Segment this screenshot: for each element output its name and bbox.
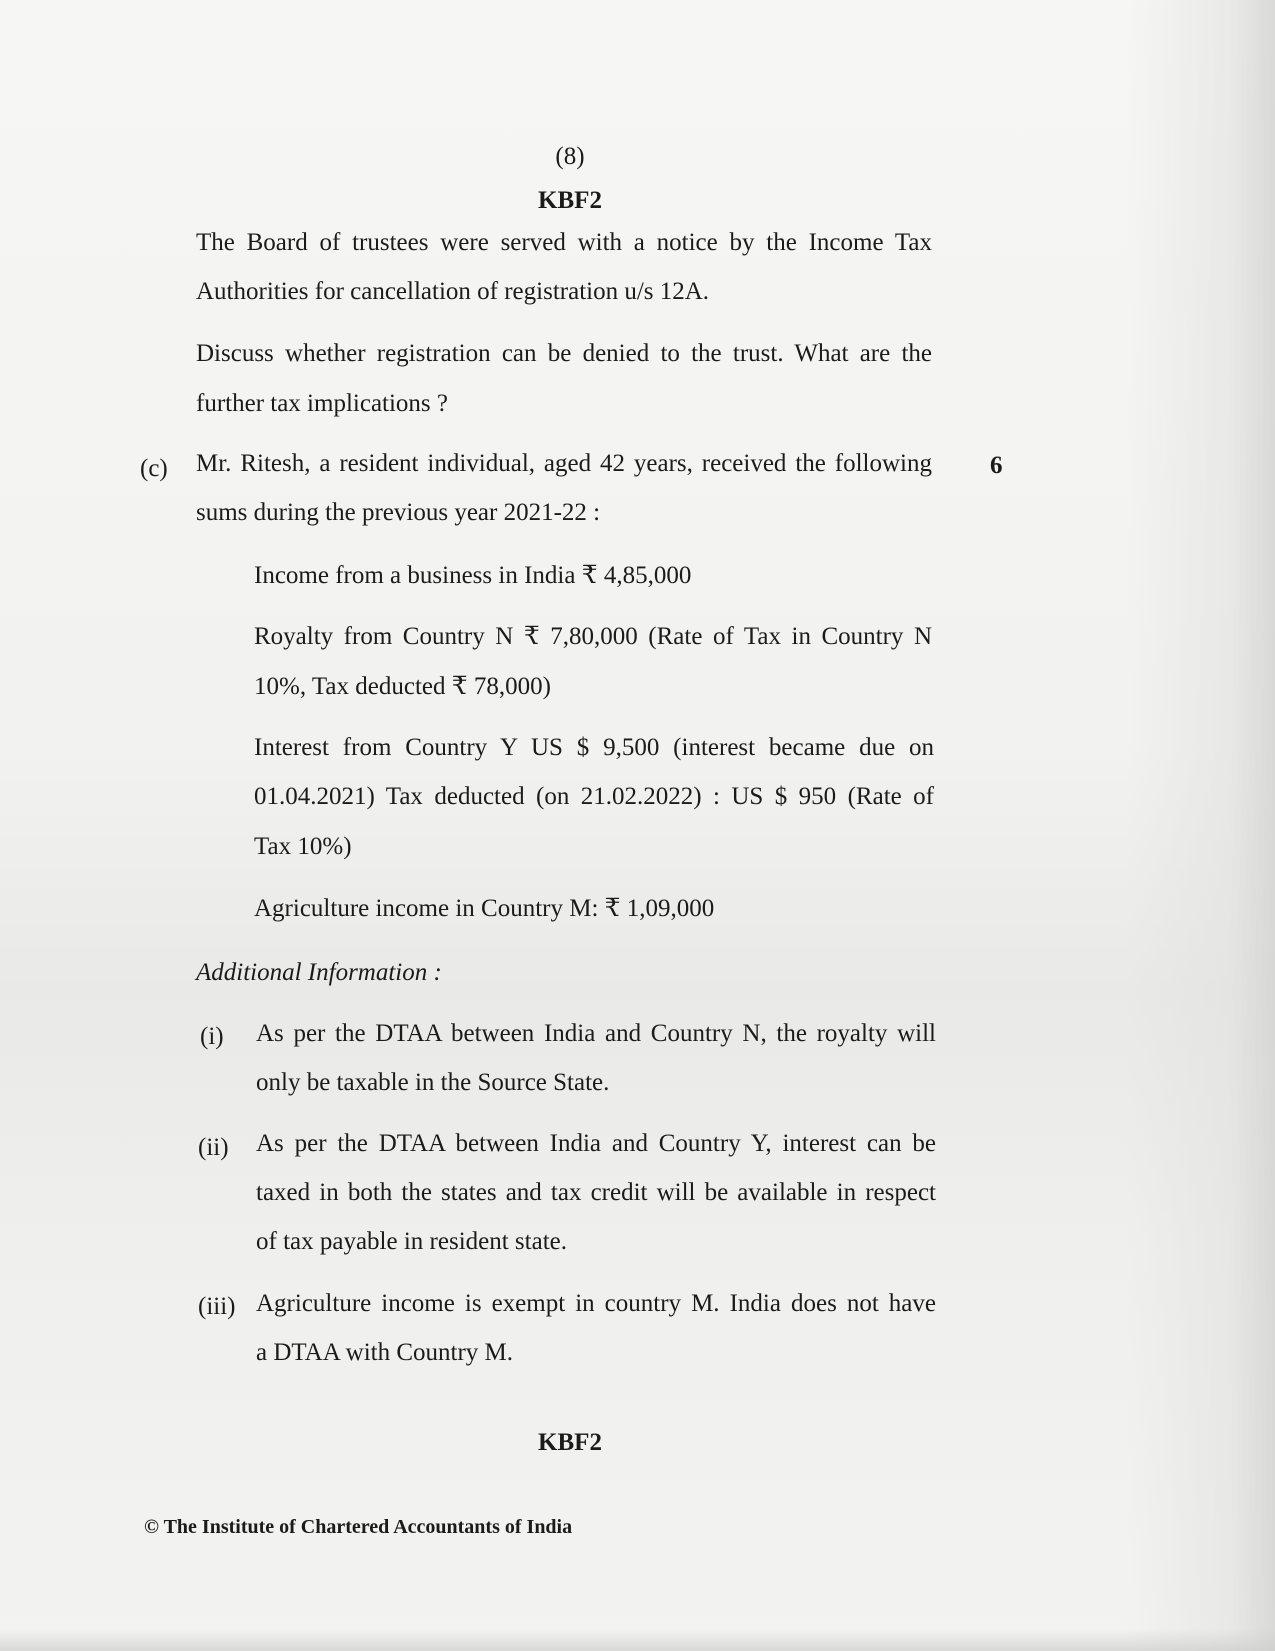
discuss-line-1: Discuss whether registration can be denied to the trust. What are the: [196, 340, 932, 367]
question-label-c: (c): [140, 455, 168, 482]
page-number: (8): [555, 143, 585, 170]
marks-value: 6: [990, 452, 1003, 479]
royalty-line-1: Royalty from Country N ₹ 7,80,000 (Rate of Tax in Country N: [254, 623, 932, 650]
agriculture-income: Agriculture income in Country M: ₹ 1,09,000: [254, 895, 715, 922]
ritesh-intro-line-1: Mr. Ritesh, a resident individual, aged 42 years, received the following: [196, 450, 932, 477]
interest-line-1: Interest from Country Y US $ 9,500 (interest became due on: [254, 734, 934, 761]
interest-line-2: 01.04.2021) Tax deducted (on 21.02.2022) : US $ 950 (Rate of: [254, 783, 934, 810]
info-iii-line-2: a DTAA with Country M.: [256, 1339, 514, 1366]
info-i-line-1: As per the DTAA between India and Country N, the royalty will: [256, 1020, 936, 1047]
board-notice-line-1: The Board of trustees were served with a notice by the Income Tax: [196, 229, 932, 256]
royalty-line-2: 10%, Tax deducted ₹ 78,000): [254, 673, 551, 700]
info-iii-line-1: Agriculture income is exempt in country M. India does not have: [256, 1290, 936, 1317]
copyright-notice: © The Institute of Chartered Accountants of India: [144, 1516, 573, 1538]
page-bottom-shadow: [0, 1629, 1275, 1651]
info-i-line-2: only be taxable in the Source State.: [256, 1069, 610, 1096]
discuss-line-2: further tax implications ?: [196, 390, 449, 417]
page-edge-shadow: [1125, 0, 1275, 1651]
interest-line-3: Tax 10%): [254, 833, 352, 860]
info-label-ii: (ii): [198, 1134, 229, 1161]
additional-information-heading: Additional Information :: [196, 959, 442, 986]
paper-code-top: KBF2: [538, 187, 602, 214]
paper-code-bottom: KBF2: [538, 1429, 602, 1456]
board-notice-line-2: Authorities for cancellation of registration u/s 12A.: [196, 278, 710, 305]
business-income: Income from a business in India ₹ 4,85,000: [254, 562, 692, 589]
info-label-iii: (iii): [198, 1293, 236, 1320]
info-ii-line-2: taxed in both the states and tax credit will be available in respect: [256, 1179, 936, 1206]
info-label-i: (i): [200, 1023, 224, 1050]
ritesh-intro-line-2: sums during the previous year 2021-22 :: [196, 499, 601, 526]
info-ii-line-3: of tax payable in resident state.: [256, 1228, 567, 1255]
info-ii-line-1: As per the DTAA between India and Country Y, interest can be: [256, 1130, 936, 1157]
